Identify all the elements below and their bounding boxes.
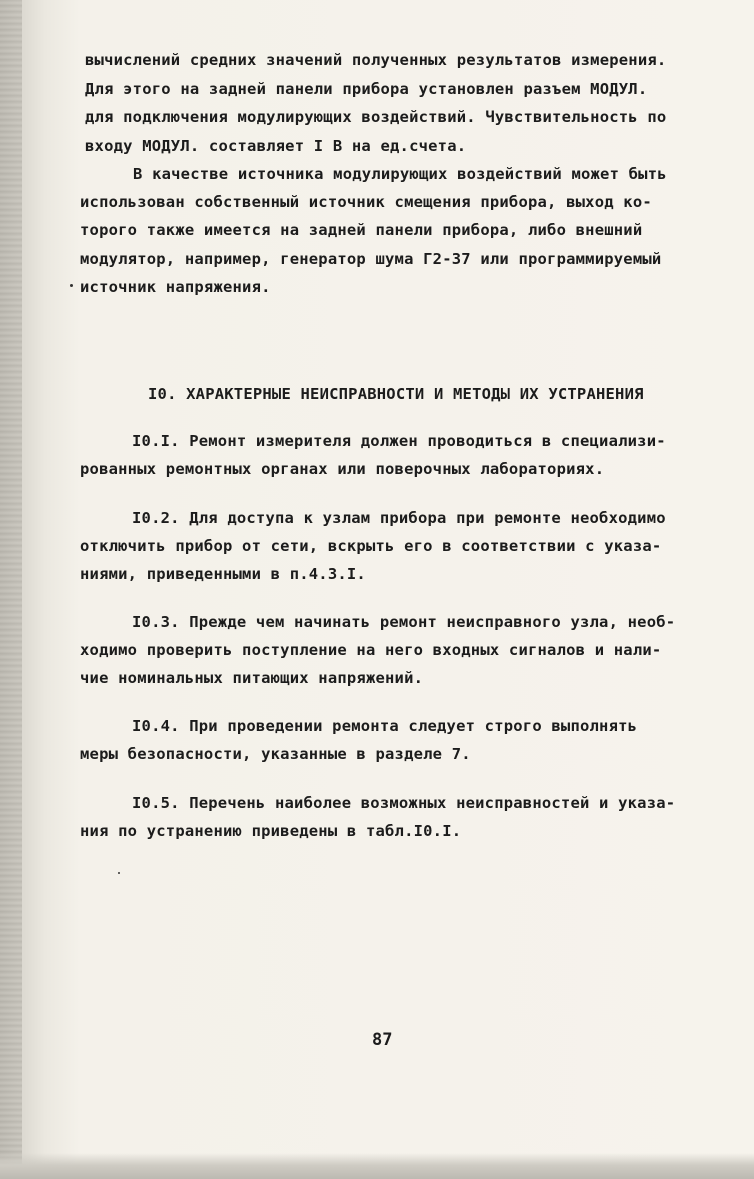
text-line: I0.4. При проведении ремонта следует строго выполнять — [132, 717, 638, 735]
text-line: I0.I. Ремонт измерителя должен проводиться в специализи- — [132, 432, 666, 450]
text-line: вычислений средних значений полученных результатов измерения. — [85, 51, 667, 69]
text-line: использован собственный источник смещения прибора, выход ко- — [80, 193, 652, 211]
text-line: меры безопасности, указанные в разделе 7. — [80, 745, 471, 763]
text-line: модулятор, например, генератор шума Г2-37 или программируемый — [80, 250, 662, 268]
text-line: ниями, приведенными в п.4.3.I. — [80, 565, 366, 583]
text-line: отключить прибор от сети, вскрыть его в соответствии с указа- — [80, 537, 662, 555]
scan-speck — [118, 872, 120, 874]
text-line: для подключения модулирующих воздействий. Чувствительность по — [85, 108, 667, 126]
text-line: I0.3. Прежде чем начинать ремонт неисправного узла, необ- — [132, 613, 676, 631]
scan-speck — [70, 284, 73, 287]
section-heading: I0. ХАРАКТЕРНЫЕ НЕИСПРАВНОСТИ И МЕТОДЫ ИХ УСТРАНЕНИЯ — [148, 385, 644, 403]
text-line: I0.5. Перечень наиболее возможных неисправностей и указа- — [132, 794, 676, 812]
text-line: В качестве источника модулирующих воздействий может быть — [133, 165, 667, 183]
text-line: I0.2. Для доступа к узлам прибора при ремонте необходимо — [132, 509, 666, 527]
text-line: ходимо проверить поступление на него входных сигналов и нали- — [80, 641, 662, 659]
text-line: торого также имеется на задней панели прибора, либо внешний — [80, 221, 643, 239]
text-line: Для этого на задней панели прибора установлен разъем МОДУЛ. — [85, 80, 648, 98]
text-line: источник напряжения. — [80, 278, 271, 296]
text-line: рованных ремонтных органах или поверочных лабораториях. — [80, 460, 605, 478]
text-line: чие номинальных питающих напряжений. — [80, 669, 424, 687]
bottom-edge-shadow — [0, 1153, 754, 1179]
text-line: ния по устранению приведены в табл.I0.I. — [80, 822, 462, 840]
text-line: входу МОДУЛ. составляет I В на ед.счета. — [85, 137, 467, 155]
page-number: 87 — [372, 1030, 393, 1050]
binding-edge-shadow — [0, 0, 22, 1179]
